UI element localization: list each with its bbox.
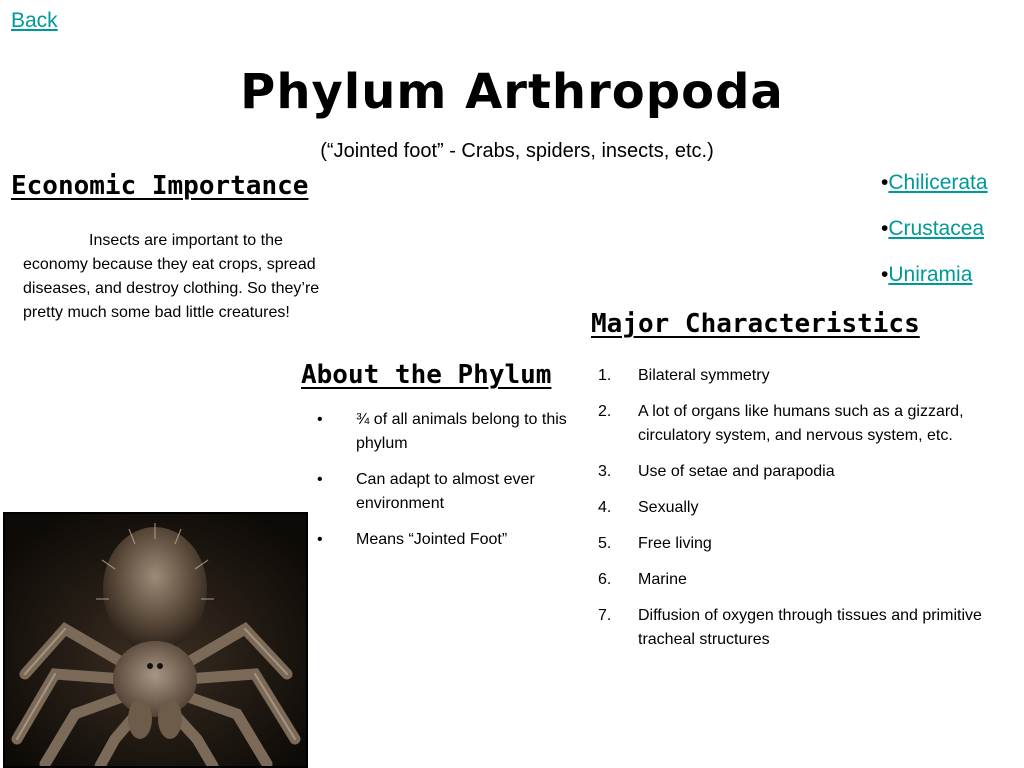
- class-list-item: [881, 216, 988, 262]
- list-item-text: Marine: [638, 571, 687, 588]
- list-item: [310, 408, 595, 456]
- bullet: •: [317, 531, 323, 548]
- class-list-item: [881, 170, 988, 216]
- bullet: •: [317, 471, 323, 488]
- list-item-text: ¾ of all animals belong to this phylum: [356, 411, 567, 452]
- class-link-chilicerata[interactable]: Chilicerata: [888, 171, 988, 194]
- list-item: [598, 532, 1018, 556]
- list-item: [598, 400, 1018, 448]
- about-phylum-list: [310, 408, 595, 564]
- page-subtitle: (“Jointed foot” - Crabs, spiders, insects, etc.): [320, 140, 714, 162]
- list-number: 1.: [598, 367, 612, 384]
- list-number: 2.: [598, 403, 612, 420]
- economic-importance-text: Insects are important to the economy because they eat crops, spread diseases, and destroy clothing. So they’re pretty much some bad little creatures!: [23, 232, 320, 321]
- list-number: 7.: [598, 607, 612, 624]
- list-item: [598, 460, 1018, 484]
- list-number: 5.: [598, 535, 612, 552]
- list-item: [598, 496, 1018, 520]
- list-item-text: Diffusion of oxygen through tissues and primitive tracheal structures: [638, 607, 982, 648]
- list-item: [598, 604, 1018, 652]
- list-number: 4.: [598, 499, 612, 516]
- list-item: [310, 528, 595, 552]
- about-phylum-heading: About the Phylum: [301, 360, 552, 390]
- list-item: [598, 364, 1018, 388]
- class-link-crustacea[interactable]: Crustacea: [888, 217, 985, 240]
- economic-importance-heading: Economic Importance: [11, 171, 309, 201]
- bullet: •: [881, 171, 889, 194]
- bullet: •: [881, 263, 889, 286]
- list-item-text: Free living: [638, 535, 712, 552]
- page-title: Phylum Arthropoda: [240, 64, 784, 120]
- back-link[interactable]: Back: [11, 9, 58, 32]
- bullet: •: [317, 411, 323, 428]
- list-number: 3.: [598, 463, 612, 480]
- list-item-text: Sexually: [638, 499, 699, 516]
- class-link-uniramia[interactable]: Uniramia: [888, 263, 973, 286]
- bullet: •: [881, 217, 889, 240]
- list-number: 6.: [598, 571, 612, 588]
- list-item: [598, 568, 1018, 592]
- list-item-text: Use of setae and parapodia: [638, 463, 835, 480]
- class-link-list: [881, 170, 988, 308]
- list-item-text: Can adapt to almost ever environment: [356, 471, 535, 512]
- list-item-text: A lot of organs like humans such as a gizzard, circulatory system, and nervous system, etc.: [638, 403, 964, 444]
- major-characteristics-heading: Major Characteristics: [591, 309, 920, 339]
- major-characteristics-list: [598, 364, 1018, 664]
- class-list-item: [881, 262, 988, 308]
- tarantula-photo: [3, 512, 308, 768]
- list-item-text: Means “Jointed Foot”: [356, 531, 508, 548]
- list-item-text: Bilateral symmetry: [638, 367, 770, 384]
- list-item: [310, 468, 595, 516]
